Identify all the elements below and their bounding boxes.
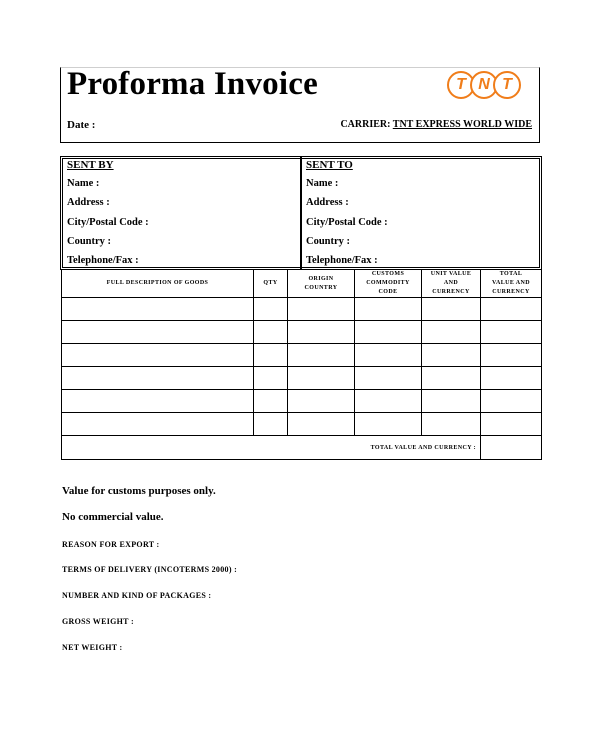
- table-cell[interactable]: [62, 298, 254, 321]
- carrier-line: [340, 119, 532, 130]
- table-cell[interactable]: [422, 321, 481, 344]
- table-cell[interactable]: [422, 298, 481, 321]
- table-cell[interactable]: [288, 321, 355, 344]
- table-cell[interactable]: [288, 344, 355, 367]
- table-cell[interactable]: [422, 367, 481, 390]
- table-cell[interactable]: [355, 367, 422, 390]
- carrier-label: CARRIER:: [340, 119, 391, 130]
- table-cell[interactable]: [481, 367, 542, 390]
- table-cell[interactable]: [355, 344, 422, 367]
- date-field-label: Date :: [67, 119, 96, 131]
- table-cell[interactable]: [422, 390, 481, 413]
- table-cell[interactable]: [254, 344, 288, 367]
- table-cell[interactable]: [254, 321, 288, 344]
- sent-by-address-label: Address :: [67, 197, 110, 208]
- table-cell[interactable]: [254, 367, 288, 390]
- sent-to-country-label: Country :: [306, 236, 351, 247]
- col-origin-header: ORIGIN COUNTRY: [288, 270, 355, 298]
- col-unit-value-header: UNIT VALUE AND CURRENCY: [422, 270, 481, 298]
- sent-to-address-label: Address :: [306, 197, 349, 208]
- table-cell[interactable]: [481, 298, 542, 321]
- table-cell[interactable]: [288, 298, 355, 321]
- table-cell[interactable]: [254, 413, 288, 436]
- total-value-label: TOTAL VALUE AND CURRENCY :: [62, 436, 481, 460]
- logo-letter: N: [478, 76, 490, 93]
- table-cell[interactable]: [288, 367, 355, 390]
- table-cell[interactable]: [355, 413, 422, 436]
- table-row: [62, 367, 542, 390]
- sent-to-name-label: Name :: [306, 178, 339, 189]
- table-row: [62, 413, 542, 436]
- table-cell[interactable]: [62, 344, 254, 367]
- sent-by-telephone-label: Telephone/Fax :: [67, 255, 139, 266]
- table-cell[interactable]: [288, 413, 355, 436]
- logo-letter: T: [456, 76, 466, 93]
- sent-by-heading: SENT BY: [67, 159, 114, 171]
- sent-to-heading: SENT TO: [306, 159, 353, 171]
- sent-to-city-label: City/Postal Code :: [306, 217, 388, 228]
- table-cell[interactable]: [422, 413, 481, 436]
- gross-weight-label: GROSS WEIGHT :: [62, 617, 134, 626]
- net-weight-label: NET WEIGHT :: [62, 643, 123, 652]
- reason-for-export-label: REASON FOR EXPORT :: [62, 540, 160, 549]
- customs-note: Value for customs purposes only.: [62, 485, 216, 497]
- sent-by-city-label: City/Postal Code :: [67, 217, 149, 228]
- tnt-logo: [447, 71, 521, 101]
- logo-letter: T: [502, 76, 512, 93]
- table-cell[interactable]: [481, 390, 542, 413]
- goods-table-header: [62, 270, 542, 298]
- total-row: [62, 436, 542, 460]
- sent-by-country-label: Country :: [67, 236, 112, 247]
- table-row: [62, 390, 542, 413]
- commercial-note: No commercial value.: [62, 511, 164, 523]
- table-cell[interactable]: [288, 390, 355, 413]
- table-cell[interactable]: [62, 321, 254, 344]
- table-cell[interactable]: [355, 321, 422, 344]
- table-cell[interactable]: [62, 367, 254, 390]
- table-row: [62, 344, 542, 367]
- col-total-value-header: TOTAL VALUE AND CURRENCY: [481, 270, 542, 298]
- table-cell[interactable]: [481, 344, 542, 367]
- col-description-header: FULL DESCRIPTION OF GOODS: [62, 270, 254, 298]
- terms-of-delivery-label: TERMS OF DELIVERY (INCOTERMS 2000) :: [62, 565, 238, 574]
- logo-ball-t2: [493, 71, 521, 99]
- sent-to-telephone-label: Telephone/Fax :: [306, 255, 378, 266]
- table-row: [62, 321, 542, 344]
- page-title: Proforma Invoice: [67, 66, 318, 102]
- table-cell[interactable]: [355, 298, 422, 321]
- table-row: [62, 298, 542, 321]
- goods-table: [61, 269, 542, 460]
- table-cell[interactable]: [355, 390, 422, 413]
- carrier-value: TNT EXPRESS WORLD WIDE: [392, 119, 532, 130]
- packages-label: NUMBER AND KIND OF PACKAGES :: [62, 591, 212, 600]
- table-cell[interactable]: [481, 321, 542, 344]
- total-value-cell[interactable]: [481, 436, 542, 460]
- sent-by-name-label: Name :: [67, 178, 100, 189]
- col-qty-header: QTY: [254, 270, 288, 298]
- col-commodity-code-header: CUSTOMS COMMODITY CODE: [355, 270, 422, 298]
- parties-divider: [300, 156, 302, 270]
- table-cell[interactable]: [62, 413, 254, 436]
- table-cell[interactable]: [254, 390, 288, 413]
- table-cell[interactable]: [254, 298, 288, 321]
- table-cell[interactable]: [62, 390, 254, 413]
- table-cell[interactable]: [422, 344, 481, 367]
- table-cell[interactable]: [481, 413, 542, 436]
